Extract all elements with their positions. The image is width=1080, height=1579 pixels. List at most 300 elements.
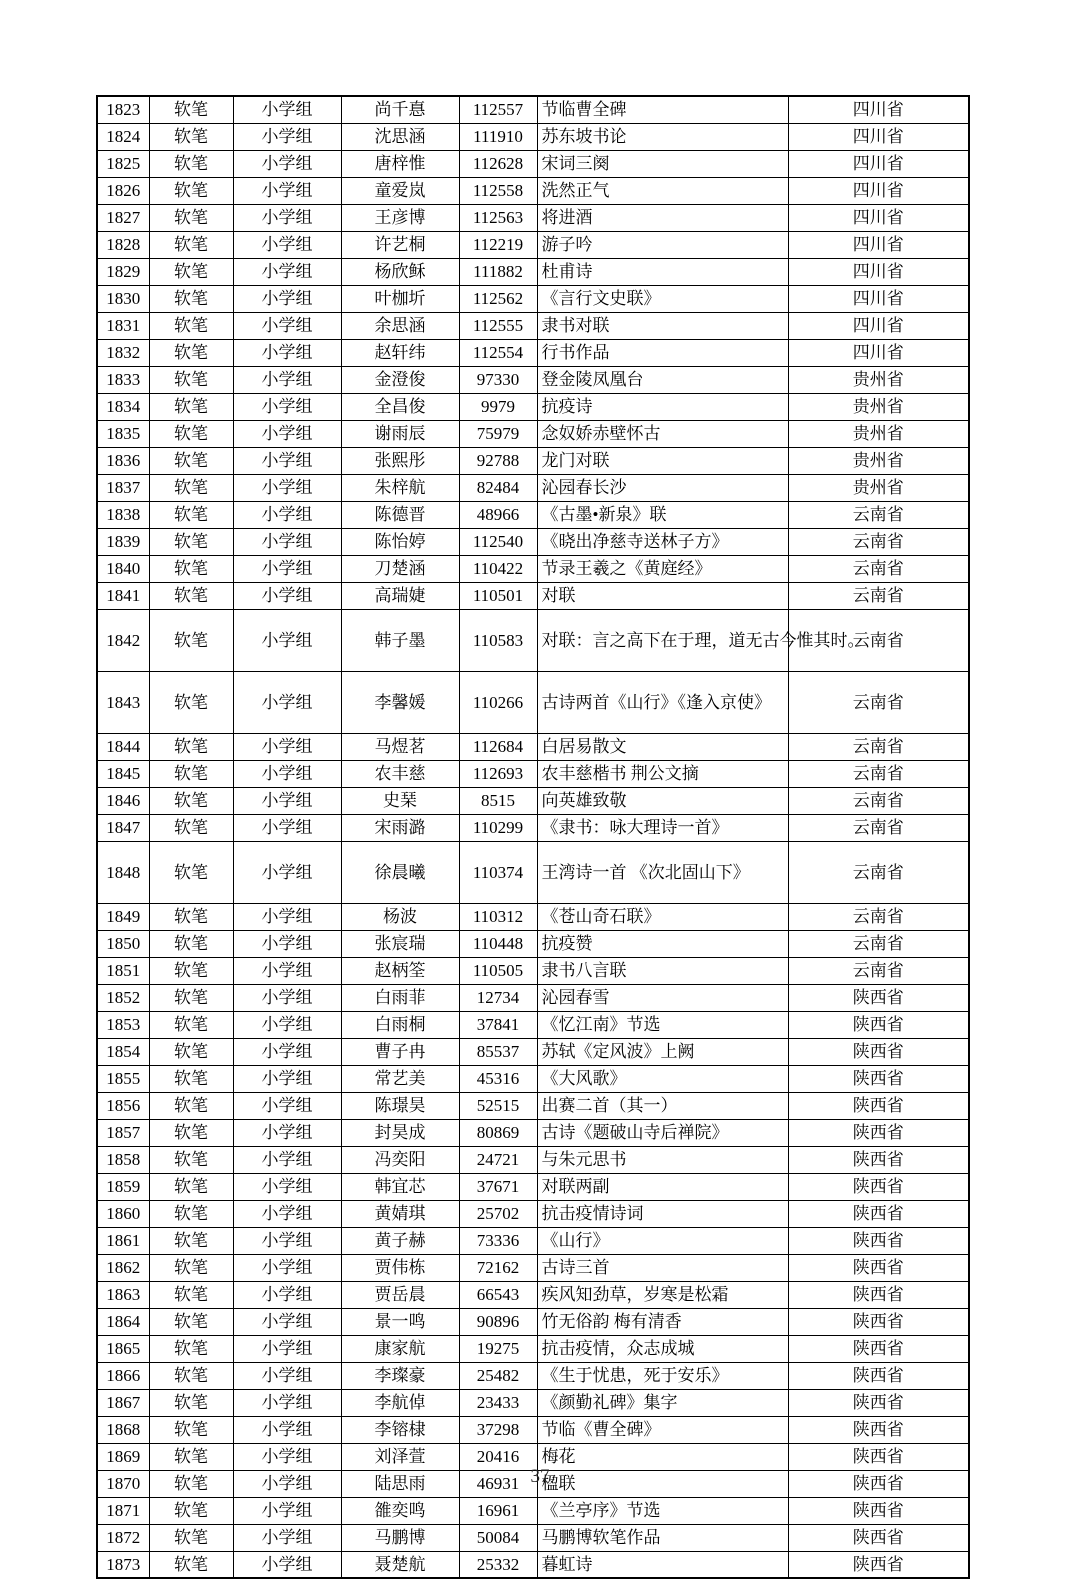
cell-category: 软笔 [149,1470,233,1497]
cell-category: 软笔 [149,1065,233,1092]
cell-group: 小学组 [233,760,341,787]
cell-category: 软笔 [149,733,233,760]
cell-province: 四川省 [788,339,969,366]
cell-work-title: 古诗《题破山寺后禅院》 [537,1119,788,1146]
cell-category: 软笔 [149,123,233,150]
cell-category: 软笔 [149,204,233,231]
table-row [97,733,969,760]
cell-category: 软笔 [149,366,233,393]
cell-name: 刘泽萱 [341,1443,459,1470]
table-row [97,528,969,555]
cell-category: 软笔 [149,447,233,474]
cell-sequence: 1867 [97,1389,149,1416]
cell-group: 小学组 [233,1200,341,1227]
cell-sequence: 1846 [97,787,149,814]
cell-sequence: 1861 [97,1227,149,1254]
cell-number: 37298 [459,1416,537,1443]
cell-sequence: 1841 [97,582,149,609]
cell-category: 软笔 [149,1092,233,1119]
table-row [97,1497,969,1524]
cell-number: 66543 [459,1281,537,1308]
cell-sequence: 1871 [97,1497,149,1524]
cell-name: 金澄俊 [341,366,459,393]
table-row [97,1227,969,1254]
cell-group: 小学组 [233,1119,341,1146]
cell-number: 112555 [459,312,537,339]
cell-number: 112558 [459,177,537,204]
cell-number: 110583 [459,609,537,671]
cell-sequence: 1837 [97,474,149,501]
cell-province: 陕西省 [788,1254,969,1281]
cell-work-title: 抗击疫情诗词 [537,1200,788,1227]
cell-sequence: 1839 [97,528,149,555]
cell-number: 85537 [459,1038,537,1065]
table-row [97,1416,969,1443]
cell-name: 李航倬 [341,1389,459,1416]
cell-name: 陆思雨 [341,1470,459,1497]
cell-number: 112684 [459,733,537,760]
table-row [97,204,969,231]
table-row [97,366,969,393]
cell-category: 软笔 [149,841,233,903]
cell-sequence: 1826 [97,177,149,204]
table-row [97,1065,969,1092]
cell-group: 小学组 [233,501,341,528]
cell-work-title: 《山行》 [537,1227,788,1254]
table-row [97,1173,969,1200]
cell-work-title: 《大风歌》 [537,1065,788,1092]
cell-name: 冯奕阳 [341,1146,459,1173]
cell-work-title: 登金陵凤凰台 [537,366,788,393]
table-row [97,258,969,285]
cell-name: 高瑞婕 [341,582,459,609]
cell-number: 37841 [459,1011,537,1038]
cell-sequence: 1869 [97,1443,149,1470]
cell-province: 陕西省 [788,1038,969,1065]
cell-name: 尚千惪 [341,96,459,123]
cell-work-title: 古诗三首 [537,1254,788,1281]
cell-work-title: 暮虹诗 [537,1551,788,1578]
cell-province: 陕西省 [788,1146,969,1173]
cell-number: 90896 [459,1308,537,1335]
cell-work-title: 苏东坡书论 [537,123,788,150]
cell-work-title: 抗疫诗 [537,393,788,420]
cell-work-title: 将进酒 [537,204,788,231]
cell-sequence: 1864 [97,1308,149,1335]
cell-province: 陕西省 [788,1119,969,1146]
cell-work-title: 龙门对联 [537,447,788,474]
table-row [97,1011,969,1038]
table-row [97,1524,969,1551]
cell-name: 刀楚涵 [341,555,459,582]
cell-category: 软笔 [149,393,233,420]
cell-name: 张熙彤 [341,447,459,474]
cell-work-title: 《颜勤礼碑》集字 [537,1389,788,1416]
cell-number: 25332 [459,1551,537,1578]
cell-name: 马煜茗 [341,733,459,760]
cell-sequence: 1859 [97,1173,149,1200]
roster-table [96,95,970,1579]
table-row [97,1200,969,1227]
cell-work-title: 《言行文史联》 [537,285,788,312]
cell-group: 小学组 [233,1470,341,1497]
cell-province: 云南省 [788,555,969,582]
cell-group: 小学组 [233,528,341,555]
cell-name: 徐晨曦 [341,841,459,903]
cell-sequence: 1870 [97,1470,149,1497]
cell-name: 史琹 [341,787,459,814]
cell-category: 软笔 [149,555,233,582]
cell-province: 云南省 [788,841,969,903]
cell-sequence: 1840 [97,555,149,582]
cell-group: 小学组 [233,582,341,609]
table-row [97,96,969,123]
cell-category: 软笔 [149,1335,233,1362]
cell-name: 王彦博 [341,204,459,231]
table-row [97,930,969,957]
cell-work-title: 古诗两首《山行》《逢入京使》 [537,671,788,733]
cell-name: 李馨媛 [341,671,459,733]
cell-sequence: 1836 [97,447,149,474]
cell-work-title: 对联 [537,582,788,609]
cell-name: 曹子冉 [341,1038,459,1065]
cell-name: 陈怡婷 [341,528,459,555]
cell-province: 云南省 [788,501,969,528]
cell-category: 软笔 [149,231,233,258]
cell-sequence: 1849 [97,903,149,930]
cell-sequence: 1854 [97,1038,149,1065]
cell-group: 小学组 [233,787,341,814]
cell-sequence: 1853 [97,1011,149,1038]
table-row [97,1038,969,1065]
cell-province: 云南省 [788,903,969,930]
cell-number: 12734 [459,984,537,1011]
cell-number: 16961 [459,1497,537,1524]
cell-category: 软笔 [149,1308,233,1335]
cell-group: 小学组 [233,1011,341,1038]
cell-category: 软笔 [149,1362,233,1389]
cell-category: 软笔 [149,312,233,339]
cell-group: 小学组 [233,1146,341,1173]
cell-work-title: 洗然正气 [537,177,788,204]
cell-province: 陕西省 [788,1470,969,1497]
cell-number: 112693 [459,760,537,787]
cell-name: 沈思涵 [341,123,459,150]
table-row [97,1092,969,1119]
cell-group: 小学组 [233,1308,341,1335]
cell-work-title: 《苍山奇石联》 [537,903,788,930]
cell-work-title: 与朱元思书 [537,1146,788,1173]
cell-work-title: 节录王羲之《黄庭经》 [537,555,788,582]
cell-name: 全昌俊 [341,393,459,420]
table-row [97,582,969,609]
cell-category: 软笔 [149,1146,233,1173]
cell-category: 软笔 [149,787,233,814]
table-row [97,1281,969,1308]
cell-category: 软笔 [149,582,233,609]
cell-province: 云南省 [788,760,969,787]
cell-sequence: 1862 [97,1254,149,1281]
table-row [97,231,969,258]
cell-category: 软笔 [149,339,233,366]
cell-work-title: 《兰亭序》节选 [537,1497,788,1524]
cell-province: 贵州省 [788,393,969,420]
cell-province: 陕西省 [788,1443,969,1470]
cell-group: 小学组 [233,609,341,671]
table-row [97,1389,969,1416]
cell-number: 110299 [459,814,537,841]
cell-province: 四川省 [788,204,969,231]
table-row [97,814,969,841]
cell-group: 小学组 [233,1416,341,1443]
cell-category: 软笔 [149,177,233,204]
cell-name: 黄子赫 [341,1227,459,1254]
cell-group: 小学组 [233,150,341,177]
cell-group: 小学组 [233,1497,341,1524]
table-row [97,177,969,204]
table-row [97,1254,969,1281]
cell-group: 小学组 [233,1551,341,1578]
cell-number: 73336 [459,1227,537,1254]
cell-number: 110448 [459,930,537,957]
table-row [97,1308,969,1335]
cell-work-title: 马鹏博软笔作品 [537,1524,788,1551]
cell-name: 韩宜芯 [341,1173,459,1200]
table-row [97,1119,969,1146]
cell-number: 25482 [459,1362,537,1389]
cell-sequence: 1860 [97,1200,149,1227]
cell-name: 叶枷圻 [341,285,459,312]
cell-group: 小学组 [233,1362,341,1389]
cell-name: 农丰慈 [341,760,459,787]
cell-number: 25702 [459,1200,537,1227]
table-row [97,1335,969,1362]
cell-province: 陕西省 [788,984,969,1011]
cell-group: 小学组 [233,1065,341,1092]
cell-sequence: 1824 [97,123,149,150]
table-row [97,1551,969,1578]
cell-name: 景一鸣 [341,1308,459,1335]
cell-group: 小学组 [233,258,341,285]
cell-work-title: 农丰慈楷书 荆公文摘 [537,760,788,787]
cell-number: 72162 [459,1254,537,1281]
cell-number: 45316 [459,1065,537,1092]
cell-name: 谢雨辰 [341,420,459,447]
cell-group: 小学组 [233,903,341,930]
cell-name: 宋雨潞 [341,814,459,841]
cell-sequence: 1828 [97,231,149,258]
cell-work-title: 抗疫赞 [537,930,788,957]
cell-sequence: 1873 [97,1551,149,1578]
cell-group: 小学组 [233,555,341,582]
cell-sequence: 1858 [97,1146,149,1173]
cell-province: 贵州省 [788,420,969,447]
cell-province: 四川省 [788,258,969,285]
cell-name: 唐梓惟 [341,150,459,177]
cell-group: 小学组 [233,814,341,841]
cell-group: 小学组 [233,231,341,258]
cell-province: 四川省 [788,285,969,312]
cell-work-title: 苏轼《定风波》上阙 [537,1038,788,1065]
cell-sequence: 1829 [97,258,149,285]
cell-work-title: 沁园春长沙 [537,474,788,501]
roster-table-container [96,95,968,1579]
cell-work-title: 《晓出净慈寺送林子方》 [537,528,788,555]
cell-number: 82484 [459,474,537,501]
cell-name: 杨波 [341,903,459,930]
table-row [97,447,969,474]
cell-province: 四川省 [788,231,969,258]
cell-category: 软笔 [149,258,233,285]
cell-group: 小学组 [233,474,341,501]
cell-category: 软笔 [149,1119,233,1146]
cell-sequence: 1825 [97,150,149,177]
table-row [97,1362,969,1389]
cell-category: 软笔 [149,1227,233,1254]
cell-work-title: 王湾诗一首 《次北固山下》 [537,841,788,903]
cell-group: 小学组 [233,393,341,420]
cell-name: 常艺美 [341,1065,459,1092]
cell-sequence: 1868 [97,1416,149,1443]
cell-group: 小学组 [233,1254,341,1281]
cell-number: 112628 [459,150,537,177]
cell-number: 52515 [459,1092,537,1119]
cell-sequence: 1844 [97,733,149,760]
table-row [97,841,969,903]
cell-number: 24721 [459,1146,537,1173]
cell-group: 小学组 [233,957,341,984]
cell-category: 软笔 [149,1254,233,1281]
cell-work-title: 节临《曹全碑》 [537,1416,788,1443]
cell-number: 46931 [459,1470,537,1497]
cell-name: 贾伟栋 [341,1254,459,1281]
cell-name: 黄婧琪 [341,1200,459,1227]
cell-work-title: 对联两副 [537,1173,788,1200]
cell-number: 97330 [459,366,537,393]
cell-group: 小学组 [233,96,341,123]
cell-category: 软笔 [149,474,233,501]
cell-work-title: 《隶书：咏大理诗一首》 [537,814,788,841]
cell-number: 110422 [459,555,537,582]
cell-group: 小学组 [233,1389,341,1416]
cell-name: 陈德晋 [341,501,459,528]
cell-province: 云南省 [788,814,969,841]
cell-work-title: 游子吟 [537,231,788,258]
table-row [97,609,969,671]
table-row [97,957,969,984]
cell-province: 陕西省 [788,1362,969,1389]
cell-group: 小学组 [233,285,341,312]
cell-work-title: 《忆江南》节选 [537,1011,788,1038]
cell-sequence: 1845 [97,760,149,787]
cell-category: 软笔 [149,1038,233,1065]
cell-work-title: 竹无俗韵 梅有清香 [537,1308,788,1335]
cell-name: 聂楚航 [341,1551,459,1578]
cell-group: 小学组 [233,1038,341,1065]
cell-number: 112562 [459,285,537,312]
cell-category: 软笔 [149,1497,233,1524]
cell-number: 111910 [459,123,537,150]
cell-number: 9979 [459,393,537,420]
cell-sequence: 1847 [97,814,149,841]
cell-province: 云南省 [788,957,969,984]
cell-group: 小学组 [233,984,341,1011]
cell-group: 小学组 [233,312,341,339]
cell-name: 朱梓航 [341,474,459,501]
cell-work-title: 节临曹全碑 [537,96,788,123]
cell-category: 软笔 [149,1200,233,1227]
cell-sequence: 1830 [97,285,149,312]
cell-work-title: 抗击疫情，众志成城 [537,1335,788,1362]
cell-sequence: 1831 [97,312,149,339]
cell-sequence: 1856 [97,1092,149,1119]
cell-province: 陕西省 [788,1173,969,1200]
cell-name: 白雨桐 [341,1011,459,1038]
cell-name: 封昊成 [341,1119,459,1146]
table-row [97,787,969,814]
cell-number: 112554 [459,339,537,366]
cell-category: 软笔 [149,814,233,841]
table-row [97,420,969,447]
cell-group: 小学组 [233,177,341,204]
cell-sequence: 1838 [97,501,149,528]
cell-number: 50084 [459,1524,537,1551]
cell-work-title: 宋词三阕 [537,150,788,177]
cell-category: 软笔 [149,957,233,984]
cell-category: 软笔 [149,1173,233,1200]
cell-province: 云南省 [788,930,969,957]
cell-group: 小学组 [233,733,341,760]
cell-province: 贵州省 [788,447,969,474]
cell-work-title: 白居易散文 [537,733,788,760]
cell-category: 软笔 [149,1443,233,1470]
cell-name: 李璨豪 [341,1362,459,1389]
cell-name: 赵轩纬 [341,339,459,366]
cell-province: 陕西省 [788,1389,969,1416]
cell-category: 软笔 [149,1416,233,1443]
cell-group: 小学组 [233,447,341,474]
cell-category: 软笔 [149,1011,233,1038]
cell-category: 软笔 [149,1389,233,1416]
cell-name: 白雨菲 [341,984,459,1011]
cell-group: 小学组 [233,930,341,957]
table-row [97,555,969,582]
cell-province: 陕西省 [788,1281,969,1308]
cell-sequence: 1850 [97,930,149,957]
cell-category: 软笔 [149,1524,233,1551]
cell-category: 软笔 [149,150,233,177]
cell-number: 112219 [459,231,537,258]
cell-province: 四川省 [788,96,969,123]
cell-work-title: 疾风知劲草，岁寒是松霜 [537,1281,788,1308]
cell-group: 小学组 [233,671,341,733]
cell-province: 陕西省 [788,1065,969,1092]
cell-number: 20416 [459,1443,537,1470]
cell-number: 19275 [459,1335,537,1362]
table-row [97,312,969,339]
cell-province: 四川省 [788,123,969,150]
cell-category: 软笔 [149,984,233,1011]
cell-province: 云南省 [788,733,969,760]
cell-category: 软笔 [149,420,233,447]
cell-province: 陕西省 [788,1416,969,1443]
cell-name: 童爱岚 [341,177,459,204]
cell-category: 软笔 [149,501,233,528]
cell-province: 陕西省 [788,1497,969,1524]
cell-name: 康家航 [341,1335,459,1362]
cell-group: 小学组 [233,204,341,231]
table-row [97,123,969,150]
